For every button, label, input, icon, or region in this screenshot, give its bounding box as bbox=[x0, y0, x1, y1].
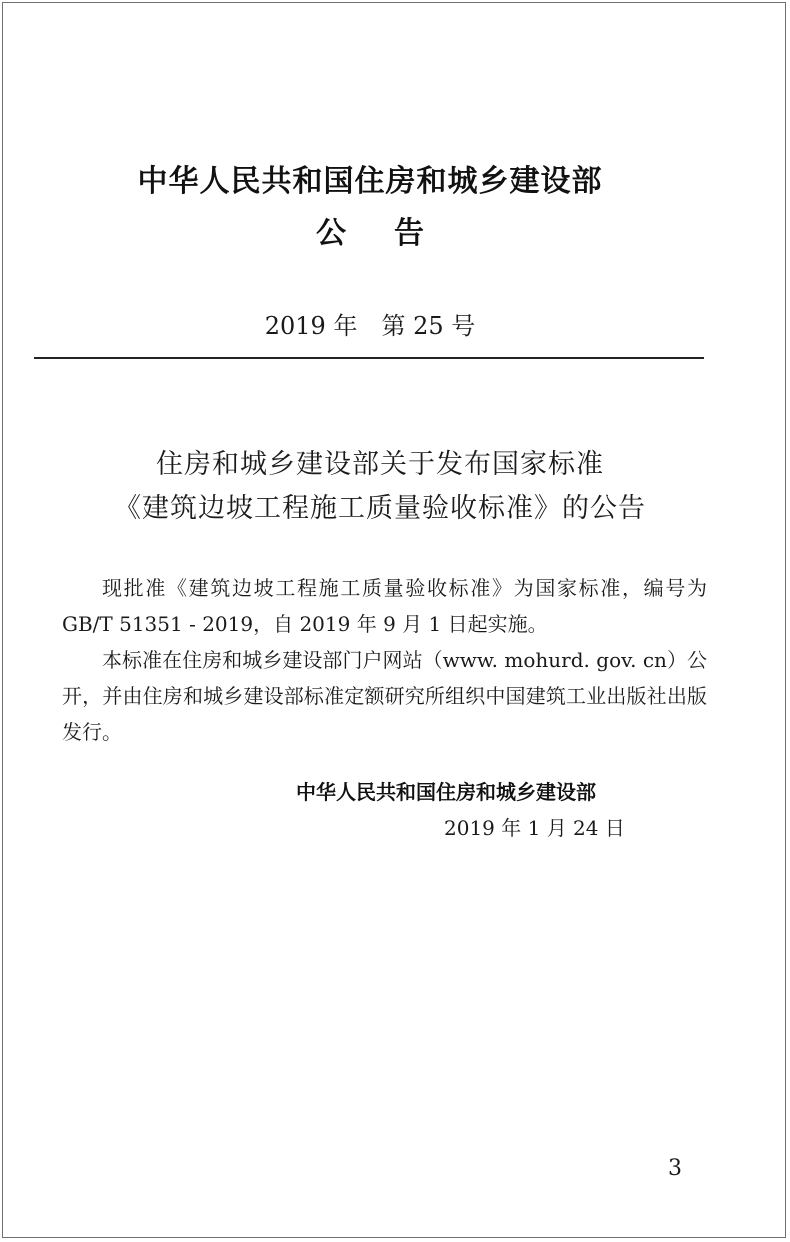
announcement-title-line-2: 《建筑边坡工程施工质量验收标准》的公告 bbox=[114, 493, 646, 524]
header-divider bbox=[34, 357, 704, 359]
signature-date: 2019 年 1 月 24 日 bbox=[444, 816, 625, 840]
body-paragraph-approval: 现批准《建筑边坡工程施工质量验收标准》为国家标准，编号为 GB/T 51351 - 2019，自 2019 年 9 月 1 日起实施。 bbox=[62, 576, 707, 636]
signature-organization: 中华人民共和国住房和城乡建设部 bbox=[296, 780, 596, 804]
body-paragraph-publication: 本标准在住房和城乡建设部门户网站（www. mohurd. gov. cn）公开，并由住房和城乡建设部标准定额研究所组织中国建筑工业出版社出版发行。 bbox=[62, 648, 707, 744]
announcement-title-line-1: 住房和城乡建设部关于发布国家标准 bbox=[156, 449, 604, 480]
issue-number: 2019 年 第 25 号 bbox=[264, 312, 476, 340]
page-number: 3 bbox=[668, 1156, 682, 1181]
issuing-organization-heading: 中华人民共和国住房和城乡建设部 bbox=[137, 164, 603, 199]
document-type-heading: 公告 bbox=[316, 216, 472, 251]
